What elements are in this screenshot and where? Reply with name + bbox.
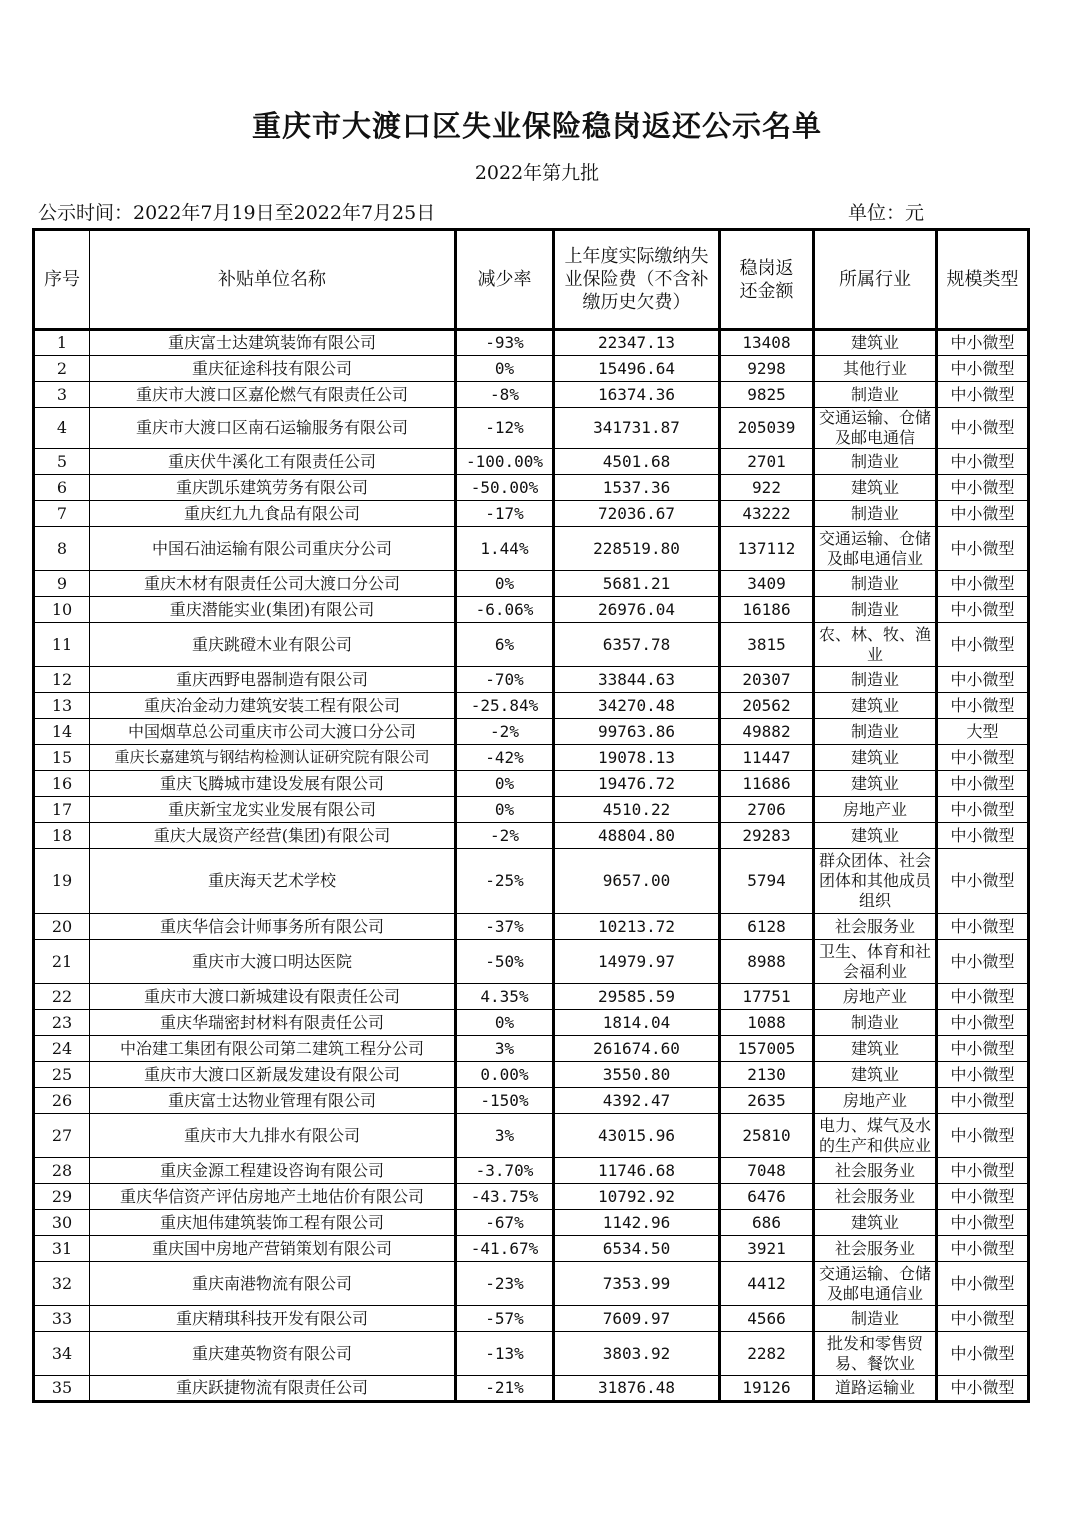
cell-refund: 137112 — [720, 527, 814, 571]
cell-premium: 1142.96 — [554, 1210, 720, 1236]
cell-refund: 157005 — [720, 1036, 814, 1062]
table-row — [34, 527, 1029, 571]
cell-refund: 9825 — [720, 382, 814, 408]
cell-seq: 1 — [34, 330, 90, 356]
cell-company: 重庆国中房地产营销策划有限公司 — [90, 1236, 456, 1262]
cell-seq: 8 — [34, 527, 90, 571]
cell-scale: 中小微型 — [937, 1062, 1029, 1088]
cell-company: 重庆旭伟建筑装饰工程有限公司 — [90, 1210, 456, 1236]
cell-industry: 制造业 — [814, 667, 937, 693]
cell-industry: 制造业 — [814, 571, 937, 597]
header-industry: 所属行业 — [814, 230, 937, 330]
cell-scale: 中小微型 — [937, 1088, 1029, 1114]
table-row — [34, 1088, 1029, 1114]
cell-premium: 7609.97 — [554, 1306, 720, 1332]
cell-scale: 大型 — [937, 719, 1029, 745]
cell-rate: -23% — [456, 1262, 554, 1306]
cell-premium: 228519.80 — [554, 527, 720, 571]
cell-company: 重庆金源工程建设咨询有限公司 — [90, 1158, 456, 1184]
cell-premium: 341731.87 — [554, 408, 720, 449]
cell-rate: 1.44% — [456, 527, 554, 571]
cell-rate: -8% — [456, 382, 554, 408]
cell-rate: 0% — [456, 356, 554, 382]
cell-premium: 31876.48 — [554, 1376, 720, 1402]
cell-company: 重庆冶金动力建筑安装工程有限公司 — [90, 693, 456, 719]
cell-scale: 中小微型 — [937, 1114, 1029, 1158]
cell-company: 重庆伏牛溪化工有限责任公司 — [90, 449, 456, 475]
cell-rate: -67% — [456, 1210, 554, 1236]
cell-premium: 29585.59 — [554, 984, 720, 1010]
cell-seq: 9 — [34, 571, 90, 597]
cell-seq: 17 — [34, 797, 90, 823]
document-title: 重庆市大渡口区失业保险稳岗返还公示名单 — [251, 109, 822, 143]
cell-rate: -50.00% — [456, 475, 554, 501]
table-row — [34, 1262, 1029, 1306]
cell-company: 重庆市大渡口新城建设有限责任公司 — [90, 984, 456, 1010]
cell-scale: 中小微型 — [937, 667, 1029, 693]
cell-company: 重庆市大渡口区新晟发建设有限公司 — [90, 1062, 456, 1088]
table-row — [34, 382, 1029, 408]
subsidy-table — [32, 228, 1030, 1403]
table-row — [34, 1010, 1029, 1036]
cell-refund: 2706 — [720, 797, 814, 823]
cell-rate: -43.75% — [456, 1184, 554, 1210]
cell-scale: 中小微型 — [937, 1376, 1029, 1402]
table-header-row — [34, 230, 1029, 330]
cell-rate: -100.00% — [456, 449, 554, 475]
cell-scale: 中小微型 — [937, 475, 1029, 501]
cell-scale: 中小微型 — [937, 330, 1029, 356]
cell-rate: 4.35% — [456, 984, 554, 1010]
cell-seq: 28 — [34, 1158, 90, 1184]
cell-rate: -25% — [456, 849, 554, 914]
cell-company: 重庆红九九食品有限公司 — [90, 501, 456, 527]
cell-seq: 16 — [34, 771, 90, 797]
cell-company: 重庆跃捷物流有限责任公司 — [90, 1376, 456, 1402]
cell-industry: 建筑业 — [814, 693, 937, 719]
table-row — [34, 1158, 1029, 1184]
cell-refund: 4566 — [720, 1306, 814, 1332]
cell-refund: 2282 — [720, 1332, 814, 1376]
cell-refund: 19126 — [720, 1376, 814, 1402]
cell-industry: 农、林、牧、渔业 — [814, 623, 937, 667]
table-row — [34, 1114, 1029, 1158]
cell-scale: 中小微型 — [937, 849, 1029, 914]
cell-company: 重庆市大渡口明达医院 — [90, 940, 456, 984]
cell-refund: 16186 — [720, 597, 814, 623]
table-row — [34, 501, 1029, 527]
cell-refund: 2130 — [720, 1062, 814, 1088]
cell-seq: 27 — [34, 1114, 90, 1158]
cell-scale: 中小微型 — [937, 449, 1029, 475]
cell-rate: -21% — [456, 1376, 554, 1402]
table-row — [34, 623, 1029, 667]
cell-premium: 14979.97 — [554, 940, 720, 984]
cell-refund: 3815 — [720, 623, 814, 667]
table-row — [34, 1332, 1029, 1376]
cell-company: 重庆市大渡口区南石运输服务有限公司 — [90, 408, 456, 449]
cell-scale: 中小微型 — [937, 1010, 1029, 1036]
cell-premium: 99763.86 — [554, 719, 720, 745]
cell-industry: 制造业 — [814, 1010, 937, 1036]
cell-company: 重庆长嘉建筑与钢结构检测认证研究院有限公司 — [90, 745, 456, 771]
cell-company: 中冶建工集团有限公司第二建筑工程分公司 — [90, 1036, 456, 1062]
table-row — [34, 797, 1029, 823]
cell-rate: -41.67% — [456, 1236, 554, 1262]
publish-time: 公示时间：2022年7月19日至2022年7月25日 — [38, 202, 436, 224]
cell-company: 重庆跳磴木业有限公司 — [90, 623, 456, 667]
cell-rate: 0.00% — [456, 1062, 554, 1088]
table-row — [34, 693, 1029, 719]
cell-refund: 49882 — [720, 719, 814, 745]
cell-seq: 15 — [34, 745, 90, 771]
cell-scale: 中小微型 — [937, 1306, 1029, 1332]
cell-scale: 中小微型 — [937, 823, 1029, 849]
cell-seq: 29 — [34, 1184, 90, 1210]
cell-refund: 8988 — [720, 940, 814, 984]
cell-company: 重庆富士达建筑装饰有限公司 — [90, 330, 456, 356]
cell-refund: 7048 — [720, 1158, 814, 1184]
table-row — [34, 745, 1029, 771]
cell-scale: 中小微型 — [937, 356, 1029, 382]
cell-industry: 道路运输业 — [814, 1376, 937, 1402]
cell-premium: 261674.60 — [554, 1036, 720, 1062]
cell-scale: 中小微型 — [937, 501, 1029, 527]
cell-seq: 12 — [34, 667, 90, 693]
cell-refund: 3921 — [720, 1236, 814, 1262]
table-row — [34, 449, 1029, 475]
cell-industry: 制造业 — [814, 501, 937, 527]
cell-rate: -3.70% — [456, 1158, 554, 1184]
cell-rate: 0% — [456, 571, 554, 597]
cell-company: 重庆木材有限责任公司大渡口分公司 — [90, 571, 456, 597]
header-scale: 规模类型 — [937, 230, 1029, 330]
cell-scale: 中小微型 — [937, 1332, 1029, 1376]
cell-scale: 中小微型 — [937, 571, 1029, 597]
cell-premium: 22347.13 — [554, 330, 720, 356]
cell-premium: 6534.50 — [554, 1236, 720, 1262]
cell-company: 中国石油运输有限公司重庆分公司 — [90, 527, 456, 571]
cell-seq: 14 — [34, 719, 90, 745]
cell-industry: 建筑业 — [814, 771, 937, 797]
cell-seq: 30 — [34, 1210, 90, 1236]
cell-company: 重庆富士达物业管理有限公司 — [90, 1088, 456, 1114]
cell-rate: -6.06% — [456, 597, 554, 623]
cell-company: 重庆飞腾城市建设发展有限公司 — [90, 771, 456, 797]
cell-seq: 19 — [34, 849, 90, 914]
cell-industry: 批发和零售贸易、餐饮业 — [814, 1332, 937, 1376]
cell-premium: 1537.36 — [554, 475, 720, 501]
cell-company: 重庆征途科技有限公司 — [90, 356, 456, 382]
cell-rate: -50% — [456, 940, 554, 984]
table-row — [34, 475, 1029, 501]
table-row — [34, 667, 1029, 693]
cell-rate: -57% — [456, 1306, 554, 1332]
cell-seq: 13 — [34, 693, 90, 719]
cell-premium: 72036.67 — [554, 501, 720, 527]
cell-refund: 25810 — [720, 1114, 814, 1158]
cell-seq: 3 — [34, 382, 90, 408]
cell-premium: 3550.80 — [554, 1062, 720, 1088]
cell-scale: 中小微型 — [937, 745, 1029, 771]
cell-company: 重庆新宝龙实业发展有限公司 — [90, 797, 456, 823]
cell-seq: 6 — [34, 475, 90, 501]
cell-seq: 34 — [34, 1332, 90, 1376]
cell-industry: 社会服务业 — [814, 1236, 937, 1262]
table-row — [34, 984, 1029, 1010]
cell-company: 重庆潜能实业(集团)有限公司 — [90, 597, 456, 623]
cell-refund: 686 — [720, 1210, 814, 1236]
cell-premium: 4510.22 — [554, 797, 720, 823]
cell-industry: 建筑业 — [814, 823, 937, 849]
header-rate: 减少率 — [456, 230, 554, 330]
cell-seq: 5 — [34, 449, 90, 475]
cell-company: 重庆市大渡口区嘉伦燃气有限责任公司 — [90, 382, 456, 408]
table-row — [34, 771, 1029, 797]
cell-refund: 17751 — [720, 984, 814, 1010]
cell-refund: 43222 — [720, 501, 814, 527]
cell-scale: 中小微型 — [937, 797, 1029, 823]
cell-refund: 4412 — [720, 1262, 814, 1306]
cell-premium: 43015.96 — [554, 1114, 720, 1158]
cell-company: 重庆大晟资产经营(集团)有限公司 — [90, 823, 456, 849]
cell-company: 重庆建英物资有限公司 — [90, 1332, 456, 1376]
cell-industry: 建筑业 — [814, 330, 937, 356]
cell-refund: 6476 — [720, 1184, 814, 1210]
cell-rate: 3% — [456, 1036, 554, 1062]
cell-seq: 33 — [34, 1306, 90, 1332]
cell-rate: -25.84% — [456, 693, 554, 719]
table-row — [34, 1306, 1029, 1332]
cell-industry: 建筑业 — [814, 1210, 937, 1236]
table-row — [34, 940, 1029, 984]
cell-refund: 11686 — [720, 771, 814, 797]
cell-company: 重庆精琪科技开发有限公司 — [90, 1306, 456, 1332]
cell-industry: 制造业 — [814, 449, 937, 475]
cell-refund: 5794 — [720, 849, 814, 914]
cell-industry: 社会服务业 — [814, 1158, 937, 1184]
cell-seq: 35 — [34, 1376, 90, 1402]
cell-premium: 4501.68 — [554, 449, 720, 475]
table-row — [34, 1184, 1029, 1210]
cell-refund: 11447 — [720, 745, 814, 771]
cell-seq: 2 — [34, 356, 90, 382]
cell-rate: -2% — [456, 719, 554, 745]
cell-industry: 建筑业 — [814, 745, 937, 771]
table-row — [34, 1376, 1029, 1402]
cell-company: 重庆华信资产评估房地产土地估价有限公司 — [90, 1184, 456, 1210]
cell-scale: 中小微型 — [937, 597, 1029, 623]
cell-industry: 交通运输、仓储及邮电通信业 — [814, 527, 937, 571]
cell-premium: 9657.00 — [554, 849, 720, 914]
table-row — [34, 1062, 1029, 1088]
table-row — [34, 823, 1029, 849]
cell-seq: 18 — [34, 823, 90, 849]
cell-company: 重庆华信会计师事务所有限公司 — [90, 914, 456, 940]
cell-refund: 9298 — [720, 356, 814, 382]
cell-refund: 922 — [720, 475, 814, 501]
cell-premium: 16374.36 — [554, 382, 720, 408]
cell-premium: 26976.04 — [554, 597, 720, 623]
cell-industry: 制造业 — [814, 382, 937, 408]
cell-rate: 0% — [456, 1010, 554, 1036]
cell-seq: 22 — [34, 984, 90, 1010]
cell-rate: 3% — [456, 1114, 554, 1158]
cell-industry: 社会服务业 — [814, 1184, 937, 1210]
cell-premium: 4392.47 — [554, 1088, 720, 1114]
cell-refund: 3409 — [720, 571, 814, 597]
cell-rate: -150% — [456, 1088, 554, 1114]
cell-rate: -12% — [456, 408, 554, 449]
cell-scale: 中小微型 — [937, 984, 1029, 1010]
cell-rate: -2% — [456, 823, 554, 849]
cell-refund: 2701 — [720, 449, 814, 475]
cell-premium: 48804.80 — [554, 823, 720, 849]
table-row — [34, 356, 1029, 382]
cell-industry: 卫生、体育和社会福利业 — [814, 940, 937, 984]
header-company: 补贴单位名称 — [90, 230, 456, 330]
cell-premium: 10792.92 — [554, 1184, 720, 1210]
cell-refund: 1088 — [720, 1010, 814, 1036]
cell-scale: 中小微型 — [937, 693, 1029, 719]
cell-industry: 电力、煤气及水的生产和供应业 — [814, 1114, 937, 1158]
cell-scale: 中小微型 — [937, 623, 1029, 667]
cell-industry: 房地产业 — [814, 984, 937, 1010]
cell-premium: 3803.92 — [554, 1332, 720, 1376]
header-seq: 序号 — [34, 230, 90, 330]
cell-scale: 中小微型 — [937, 940, 1029, 984]
cell-premium: 33844.63 — [554, 667, 720, 693]
table-row — [34, 330, 1029, 356]
cell-industry: 制造业 — [814, 719, 937, 745]
header-refund: 稳岗返还金额 — [720, 230, 814, 330]
cell-scale: 中小微型 — [937, 1036, 1029, 1062]
cell-seq: 21 — [34, 940, 90, 984]
cell-scale: 中小微型 — [937, 382, 1029, 408]
cell-seq: 11 — [34, 623, 90, 667]
cell-scale: 中小微型 — [937, 1184, 1029, 1210]
cell-rate: 0% — [456, 771, 554, 797]
cell-company: 中国烟草总公司重庆市公司大渡口分公司 — [90, 719, 456, 745]
cell-seq: 7 — [34, 501, 90, 527]
cell-scale: 中小微型 — [937, 527, 1029, 571]
cell-premium: 5681.21 — [554, 571, 720, 597]
table-row — [34, 1236, 1029, 1262]
cell-rate: -42% — [456, 745, 554, 771]
cell-refund: 20562 — [720, 693, 814, 719]
cell-seq: 20 — [34, 914, 90, 940]
cell-industry: 建筑业 — [814, 1062, 937, 1088]
cell-company: 重庆华瑞密封材料有限责任公司 — [90, 1010, 456, 1036]
cell-scale: 中小微型 — [937, 1158, 1029, 1184]
table-row — [34, 571, 1029, 597]
cell-company: 重庆凯乐建筑劳务有限公司 — [90, 475, 456, 501]
cell-industry: 交通运输、仓储及邮电通信业 — [814, 1262, 937, 1306]
cell-seq: 24 — [34, 1036, 90, 1062]
cell-premium: 11746.68 — [554, 1158, 720, 1184]
cell-seq: 23 — [34, 1010, 90, 1036]
cell-industry: 制造业 — [814, 1306, 937, 1332]
table-row — [34, 849, 1029, 914]
cell-rate: -37% — [456, 914, 554, 940]
cell-company: 重庆市大九排水有限公司 — [90, 1114, 456, 1158]
table-row — [34, 408, 1029, 449]
cell-premium: 7353.99 — [554, 1262, 720, 1306]
table-row — [34, 1210, 1029, 1236]
table-row — [34, 597, 1029, 623]
table-row — [34, 914, 1029, 940]
cell-industry: 群众团体、社会团体和其他成员组织 — [814, 849, 937, 914]
cell-scale: 中小微型 — [937, 1236, 1029, 1262]
cell-seq: 26 — [34, 1088, 90, 1114]
cell-refund: 205039 — [720, 408, 814, 449]
cell-premium: 1814.04 — [554, 1010, 720, 1036]
cell-industry: 建筑业 — [814, 1036, 937, 1062]
cell-industry: 房地产业 — [814, 797, 937, 823]
cell-rate: -70% — [456, 667, 554, 693]
cell-industry: 制造业 — [814, 597, 937, 623]
cell-company: 重庆西野电器制造有限公司 — [90, 667, 456, 693]
cell-seq: 4 — [34, 408, 90, 449]
cell-refund: 2635 — [720, 1088, 814, 1114]
cell-industry: 社会服务业 — [814, 914, 937, 940]
cell-refund: 20307 — [720, 667, 814, 693]
cell-refund: 6128 — [720, 914, 814, 940]
batch-subtitle: 2022年第九批 — [474, 162, 600, 184]
table-row — [34, 719, 1029, 745]
cell-seq: 32 — [34, 1262, 90, 1306]
table-row — [34, 1036, 1029, 1062]
cell-scale: 中小微型 — [937, 1262, 1029, 1306]
cell-scale: 中小微型 — [937, 771, 1029, 797]
cell-refund: 29283 — [720, 823, 814, 849]
cell-industry: 其他行业 — [814, 356, 937, 382]
cell-industry: 房地产业 — [814, 1088, 937, 1114]
cell-scale: 中小微型 — [937, 408, 1029, 449]
cell-industry: 交通运输、仓储及邮电通信 — [814, 408, 937, 449]
cell-rate: -17% — [456, 501, 554, 527]
cell-premium: 34270.48 — [554, 693, 720, 719]
cell-premium: 10213.72 — [554, 914, 720, 940]
cell-rate: -93% — [456, 330, 554, 356]
cell-company: 重庆海天艺术学校 — [90, 849, 456, 914]
cell-scale: 中小微型 — [937, 914, 1029, 940]
currency-unit: 单位：元 — [848, 202, 925, 224]
cell-rate: 0% — [456, 797, 554, 823]
cell-refund: 13408 — [720, 330, 814, 356]
cell-rate: 6% — [456, 623, 554, 667]
cell-company: 重庆南港物流有限公司 — [90, 1262, 456, 1306]
cell-scale: 中小微型 — [937, 1210, 1029, 1236]
cell-premium: 6357.78 — [554, 623, 720, 667]
cell-premium: 19078.13 — [554, 745, 720, 771]
header-premium: 上年度实际缴纳失业保险费（不含补缴历史欠费） — [554, 230, 720, 330]
cell-rate: -13% — [456, 1332, 554, 1376]
cell-premium: 19476.72 — [554, 771, 720, 797]
cell-seq: 25 — [34, 1062, 90, 1088]
cell-seq: 10 — [34, 597, 90, 623]
cell-premium: 15496.64 — [554, 356, 720, 382]
cell-industry: 建筑业 — [814, 475, 937, 501]
cell-seq: 31 — [34, 1236, 90, 1262]
